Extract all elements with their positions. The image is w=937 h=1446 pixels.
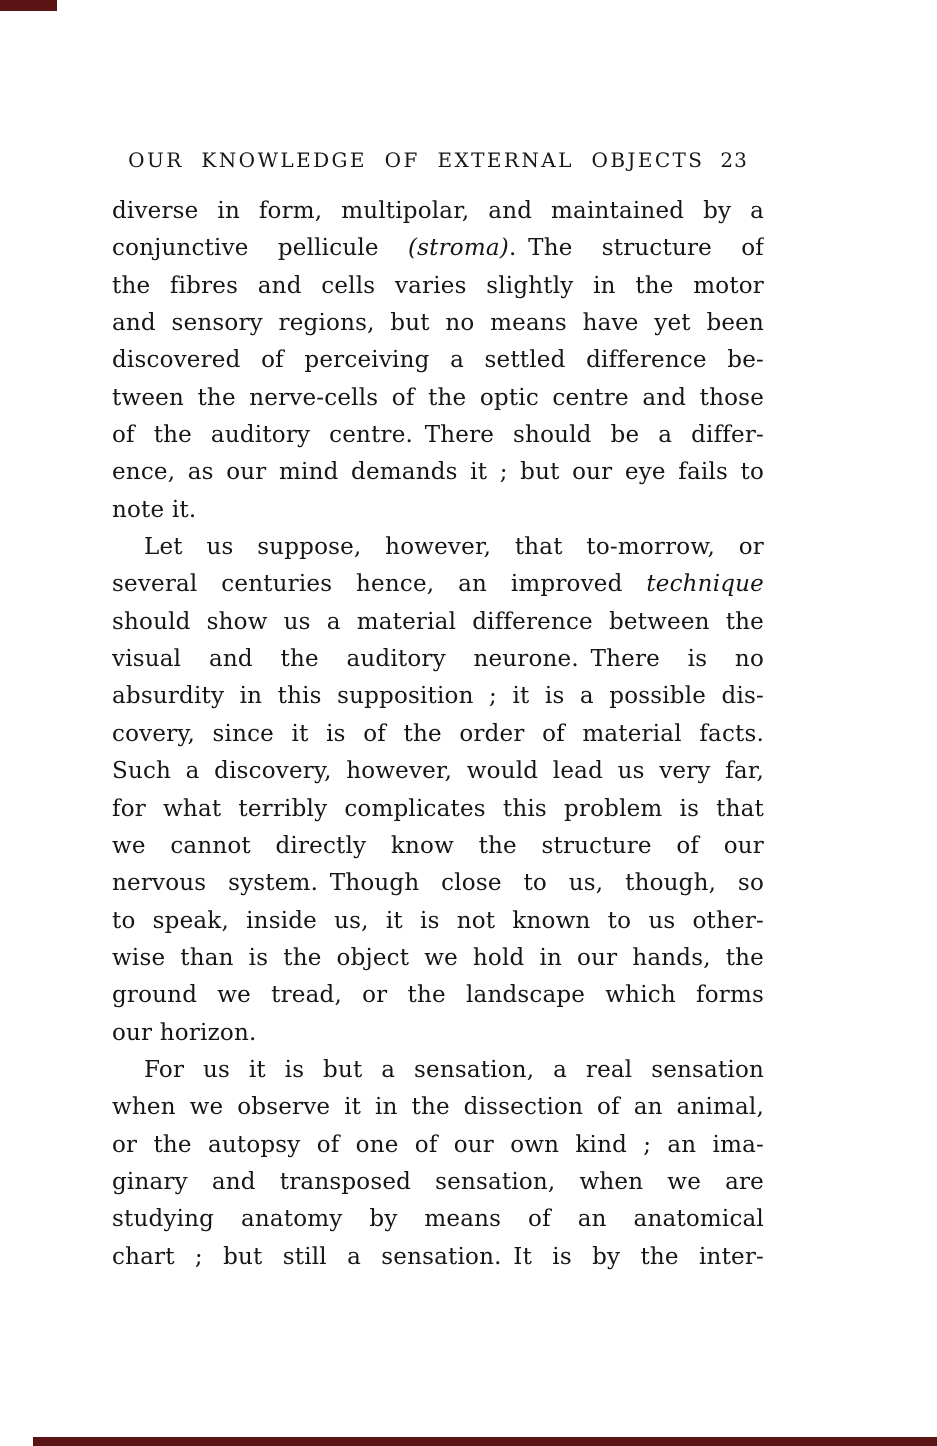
text-line: [112, 641, 764, 678]
text-segment: and sensory regions, but no means have yet been: [112, 310, 764, 337]
text-segment: covery, since it is of the order of material facts.: [112, 720, 764, 747]
text-line: [112, 1127, 764, 1164]
text-line: [112, 492, 764, 529]
text-segment: chart ; but still a sensation. It is by the inter-: [112, 1243, 764, 1270]
text-segment: For us it is but a sensation, a real sensation: [144, 1056, 764, 1083]
text-line: [112, 977, 764, 1014]
text-line: [112, 791, 764, 828]
text-segment: ence, as our mind demands it ; but our eye fails to: [112, 459, 764, 486]
text-segment: discovered of perceiving a settled difference be-: [112, 347, 764, 374]
text-line: [112, 1015, 764, 1052]
text-segment: conjunctive pellicule: [112, 235, 408, 262]
text-line: [112, 1164, 764, 1201]
text-line: [112, 566, 764, 603]
text-segment: should show us a material difference between the: [112, 608, 764, 635]
text-line: [112, 1052, 764, 1089]
text-line: [112, 305, 764, 342]
text-segment: visual and the auditory neurone. There is no: [112, 646, 764, 673]
text-segment: our horizon.: [112, 1019, 257, 1046]
text-segment: ginary and transposed sensation, when we are: [112, 1168, 764, 1195]
text-line: [112, 417, 764, 454]
text-segment: several centuries hence, an improved: [112, 571, 647, 598]
text-line: [112, 268, 764, 305]
text-line: [112, 828, 764, 865]
text-line: [112, 342, 764, 379]
text-segment: to speak, inside us, it is not known to us other-: [112, 907, 764, 934]
text-segment: Such a discovery, however, would lead us very far,: [112, 758, 764, 785]
text-segment: note it.: [112, 496, 197, 523]
scan-artifact-top: [0, 0, 57, 11]
text-line: [112, 1089, 764, 1126]
text-line: [112, 193, 764, 230]
running-header: [112, 148, 764, 172]
running-header-title: OUR KNOWLEDGE OF EXTERNAL OBJECTS: [128, 148, 705, 172]
text-line: [112, 529, 764, 566]
text-segment: Let us suppose, however, that to-morrow, or: [144, 534, 764, 561]
text-segment: for what terribly complicates this problem is that: [112, 795, 764, 822]
text-line: [112, 940, 764, 977]
text-line: [112, 230, 764, 267]
text-segment: the fibres and cells varies slightly in the motor: [112, 272, 764, 299]
text-segment: or the autopsy of one of our own kind ; an ima-: [112, 1131, 764, 1158]
page-number: 23: [720, 148, 748, 172]
body-text: [112, 193, 764, 1276]
text-segment: nervous system. Though close to us, though, so: [112, 870, 764, 897]
scan-artifact-bottom: [33, 1437, 937, 1446]
text-line: [112, 604, 764, 641]
text-segment: of the auditory centre. There should be a differ-: [112, 422, 764, 449]
text-segment: absurdity in this supposition ; it is a possible dis-: [112, 683, 764, 710]
text-line: [112, 903, 764, 940]
text-segment: wise than is the object we hold in our hands, the: [112, 944, 764, 971]
text-line: [112, 1239, 764, 1276]
text-line: [112, 678, 764, 715]
text-line: [112, 454, 764, 491]
text-line: [112, 753, 764, 790]
text-line: [112, 865, 764, 902]
text-segment: studying anatomy by means of an anatomical: [112, 1206, 764, 1233]
text-segment: ground we tread, or the landscape which forms: [112, 982, 764, 1009]
text-segment: . The structure of: [508, 235, 764, 262]
text-segment: we cannot directly know the structure of our: [112, 832, 764, 859]
italic-text: technique: [646, 571, 764, 598]
text-line: [112, 1201, 764, 1238]
text-segment: when we observe it in the dissection of an animal,: [112, 1094, 764, 1121]
text-segment: tween the nerve-cells of the optic centre and those: [112, 384, 764, 411]
text-line: [112, 380, 764, 417]
text-line: [112, 716, 764, 753]
text-segment: diverse in form, multipolar, and maintained by a: [112, 198, 764, 224]
italic-text: (stroma): [407, 235, 509, 262]
